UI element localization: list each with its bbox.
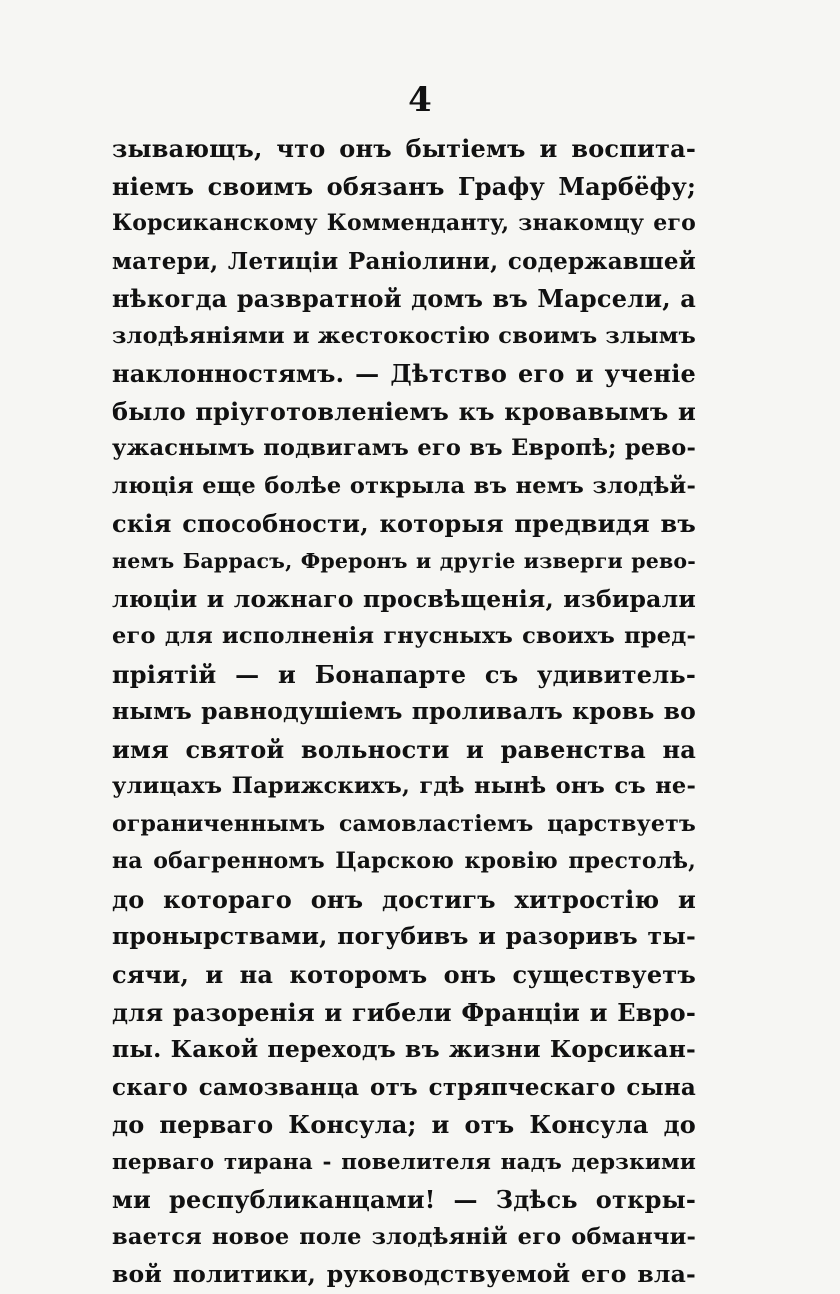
text-line: немъ Баррасъ, Фреронъ и другіе изверги рево-	[112, 549, 696, 574]
text-line: скаго самозванца отъ стряпческаго сына	[112, 1073, 696, 1101]
text-line: до котораго онъ достигъ хитростію и	[112, 884, 696, 914]
text-line: пронырствами, погубивъ и разоривъ ты-	[112, 922, 696, 951]
text-line: на обагренномъ Царскою кровію престолѣ,	[112, 848, 696, 875]
text-line: ужаснымъ подвигамъ его въ Европѣ; рево-	[112, 435, 696, 462]
text-line: пы. Какой переходъ въ жизни Корсикан-	[112, 1035, 696, 1064]
text-line: его для исполненія гнусныхъ своихъ пред-	[112, 623, 696, 650]
text-line: вой политики, руководствуемой его вла-	[112, 1260, 696, 1289]
text-line: ніемъ своимъ обязанъ Графу Марбёфу;	[112, 171, 696, 201]
text-line: сячи, и на которомъ онъ существуетъ	[112, 960, 696, 990]
text-line: перваго тирана - повелителя надъ дерзкими	[112, 1149, 696, 1175]
text-line: зывающъ, что онъ бытіемъ и воспита-	[112, 134, 696, 163]
text-line: Корсиканскому Коммендантy, знакомцу его	[112, 210, 696, 237]
text-line: скія способности, которыя предвидя въ	[112, 509, 696, 539]
text-line: матери, Летиціи Раніолини, содержавшей	[112, 247, 696, 275]
text-line: до перваго Консула; и отъ Консула до	[112, 1110, 696, 1140]
text-line: пріятій — и Бонапарте съ удивитель-	[112, 659, 696, 689]
text-line: нѣкогда развратной домъ въ Марсели, а	[112, 284, 696, 314]
text-line: ограниченнымъ самовластіемъ царствуетъ	[112, 810, 696, 837]
body-text	[112, 130, 696, 1294]
text-line: люція еще болѣе открыла въ немъ злодѣй-	[112, 472, 696, 499]
text-line: имя святой вольности и равенства на	[112, 734, 696, 764]
text-line: ми республиканцами! — Здѣсь откры-	[112, 1185, 696, 1215]
text-line: вается новое поле злодѣяній его обманчи-	[112, 1223, 696, 1250]
text-line: улицахъ Парижскихъ, гдѣ нынѣ онъ съ не-	[112, 773, 696, 800]
text-line: нымъ равнодушіемъ проливалъ кровь во	[112, 697, 696, 726]
text-line: было пріуготовленіемъ къ кровавымъ и	[112, 396, 696, 426]
page-number: 4	[408, 80, 432, 120]
text-line: злодѣяніями и жестокостію своимъ злымъ	[112, 322, 696, 349]
text-line: люціи и ложнаго просвѣщенія, избирали	[112, 584, 696, 613]
text-line: для разоренія и гибели Франціи и Евро-	[112, 997, 696, 1027]
text-line: наклонностямъ. — Дѣтство его и ученіе	[112, 359, 696, 389]
